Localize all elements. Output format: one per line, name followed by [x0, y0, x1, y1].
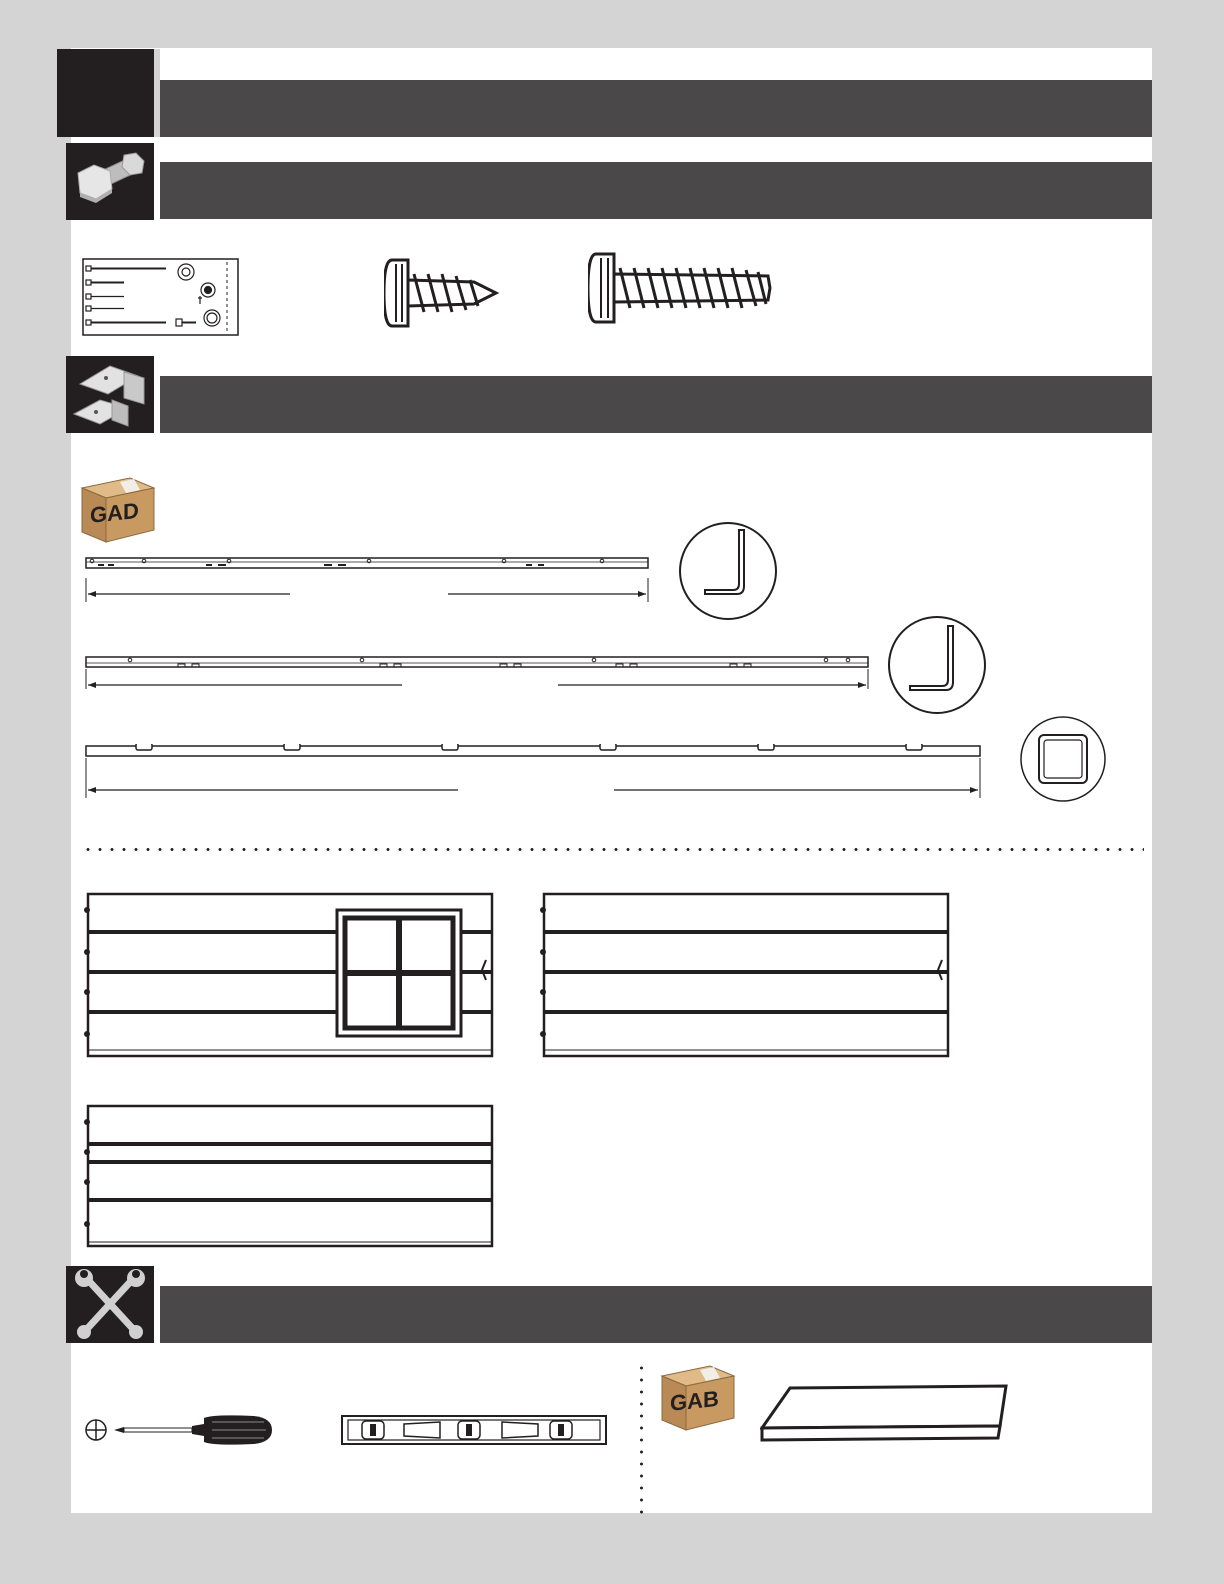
tools-bar — [160, 1286, 1152, 1343]
wall-panel-plain — [538, 890, 956, 1062]
section-divider-dotted — [82, 848, 1144, 851]
parts-bar — [160, 376, 1152, 433]
carton-gab-label: GAB — [670, 1385, 719, 1416]
phillips-screwdriver-illustration — [84, 1412, 276, 1448]
metal-bracket-icon — [66, 356, 154, 433]
angle-profile-detail-1 — [677, 520, 779, 622]
hardware-bar — [160, 162, 1152, 219]
wall-panel-narrow-slat — [82, 1102, 500, 1252]
parts-section-icon-tile — [66, 356, 154, 433]
step-title-bar — [160, 80, 1152, 137]
step-number-badge — [57, 49, 154, 137]
hex-bolt-nut-icon — [66, 143, 154, 220]
wooden-board-illustration — [760, 1384, 1010, 1454]
wall-panel-with-window — [82, 890, 500, 1062]
carton-gad — [80, 474, 156, 544]
carton-gab — [660, 1362, 736, 1432]
short-screw-illustration — [384, 258, 504, 328]
angle-rail-2 — [84, 655, 874, 695]
square-tube-profile-detail — [1019, 715, 1107, 803]
spirit-level-illustration — [340, 1414, 610, 1448]
crossed-wrenches-icon — [66, 1266, 154, 1343]
square-tube-rail — [84, 744, 986, 804]
tools-divider-dotted — [640, 1362, 643, 1514]
hardware-card-illustration — [82, 258, 239, 336]
long-screw-illustration — [588, 252, 776, 324]
angle-profile-detail-2 — [886, 614, 988, 716]
hardware-section-icon-tile — [66, 143, 154, 220]
tools-section-icon-tile — [66, 1266, 154, 1343]
carton-gad-label: GAD — [90, 497, 139, 528]
angle-rail-1 — [84, 556, 654, 606]
